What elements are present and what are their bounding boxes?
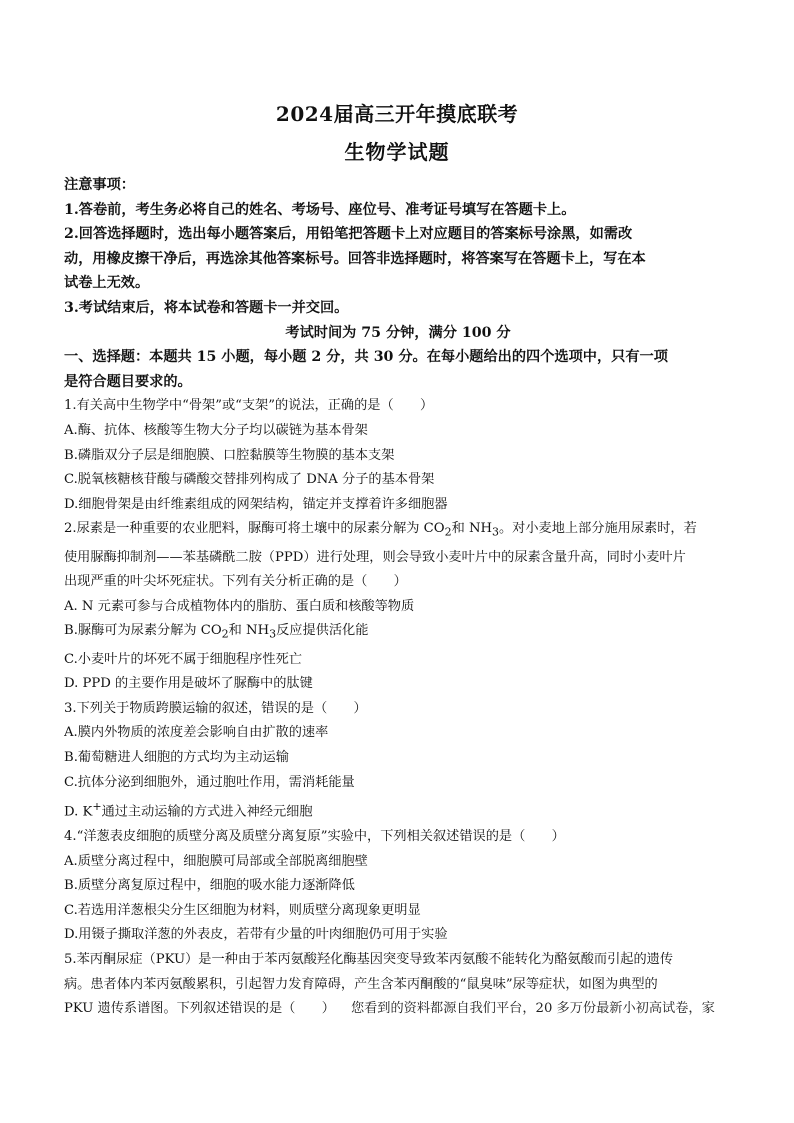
- notice-heading: 注意事项：: [64, 177, 135, 193]
- question-4-option-a: A.质壁分离过程中，细胞膜可局部或全部脱离细胞壁: [64, 853, 368, 869]
- subscript: 3: [269, 627, 277, 641]
- question-5-stem: 病。患者体内苯丙氨酸累积，引起智力发育障碍，产生含苯丙酮酸的“鼠臭味”尿等症状，如图为典型的: [64, 976, 658, 992]
- exam-title: 2024届高三开年摸底联考: [275, 102, 519, 126]
- option-text: 通过主动运输的方式进入神经元细胞: [101, 804, 313, 820]
- question-3-option-b: B.葡萄糖进人细胞的方式均为主动运输: [64, 749, 289, 765]
- notice-item: 1.答卷前，考生务必将自己的姓名、考场号、座位号、准考证号填写在答题卡上。: [64, 201, 576, 218]
- section-heading: 是符合题目要求的。: [64, 373, 192, 390]
- notice-item: 2.回答选择题时，选出每小题答案后，用铅笔把答题卡上对应题目的答案标号涂黑，如需改: [64, 226, 633, 243]
- question-3-option-a: A.膜内外物质的浓度差会影响自由扩散的速率: [64, 725, 329, 741]
- question-4-stem: 4.“洋葱表皮细胞的质壁分离及质壁分离复原”实验中，下列相关叙述错误的是（ ）: [64, 829, 565, 845]
- question-1-option-b: B.磷脂双分子层是细胞膜、口腔黏膜等生物膜的基本支架: [64, 447, 395, 463]
- stem-text: 。对小麦地上部分施用尿素时，若: [498, 521, 697, 537]
- question-2-stem: 使用脲酶抑制剂——苯基磷酰二胺（PPD）进行处理，则会导致小麦叶片中的尿素含量升高，同时小麦叶片: [64, 549, 686, 565]
- question-3-stem: 3.下列关于物质跨膜运输的叙述，错误的是（ ）: [64, 700, 367, 716]
- question-4-option-d: D.用镊子撕取洋葱的外表皮，若带有少量的叶肉细胞仍可用于实验: [64, 927, 448, 943]
- notice-item: 3.考试结束后，将本试卷和答题卡一并交回。: [64, 299, 349, 316]
- option-text: B.脲酶可为尿素分解为 CO: [64, 623, 222, 639]
- question-3-option-d: [64, 795, 732, 825]
- question-2-option-b: [64, 619, 732, 647]
- notice-item: 动，用橡皮擦干净后，再选涂其他答案标号。回答非选择题时，将答案写在答题卡上，写在本: [64, 250, 646, 267]
- stem-text: PKU 遗传系谱图。下列叙述错误的是（ ）: [64, 1001, 335, 1017]
- section-heading: 一、选择题：本题共 15 小题，每小题 2 分，共 30 分。在每小题给出的四个选项中，只有一项: [64, 349, 668, 366]
- stem-text: 和 NH: [451, 521, 492, 537]
- question-2-option-d: D. PPD 的主要作用是破坏了脲酶中的肽键: [64, 676, 313, 692]
- question-5-stem: 5.苯丙酮尿症（PKU）是一种由于苯丙氨酸羟化酶基因突变导致苯丙氨酸不能转化为酪氨酸而引起的遗传: [64, 952, 674, 968]
- question-2-stem: [64, 517, 732, 545]
- exam-time-info: 考试时间为 75 分钟，满分 100 分: [285, 324, 511, 341]
- notice-item: 试卷上无效。: [64, 275, 150, 292]
- stem-text: 2.尿素是一种重要的农业肥料，脲酶可将土壤中的尿素分解为 CO: [64, 521, 445, 537]
- option-text: 和 NH: [228, 623, 270, 639]
- option-text: D. K: [64, 804, 93, 820]
- question-1-stem: 1.有关高中生物学中“骨架”或“支架”的说法，正确的是（ ）: [64, 398, 434, 414]
- question-1-option-d: D.细胞骨架是由纤维素组成的网架结构，锚定并支撑着许多细胞器: [64, 496, 448, 512]
- option-text: 反应提供活化能: [276, 623, 369, 639]
- watermark-text: 您看到的资料都源自我们平台，20 多万份最新小初高试卷，家: [350, 1001, 715, 1017]
- exam-body: [64, 173, 732, 1022]
- subscript: 2: [444, 525, 452, 539]
- question-4-option-c: C.若选用洋葱根尖分生区细胞为材料，则质壁分离现象更明显: [64, 902, 421, 918]
- superscript: +: [92, 800, 102, 814]
- question-2-stem: 出现严重的叶尖坏死症状。下列有关分析正确的是（ ）: [64, 574, 407, 590]
- question-2-option-c: C.小麦叶片的坏死不属于细胞程序性死亡: [64, 651, 302, 667]
- question-3-option-c: C.抗体分泌到细胞外，通过胞吐作用，需消耗能量: [64, 774, 355, 790]
- subject-title: 生物学试题: [344, 140, 450, 164]
- question-5-stem: [64, 997, 732, 1022]
- question-1-option-a: A.酶、抗体、核酸等生物大分子均以碳链为基本骨架: [64, 422, 368, 438]
- subscript: 3: [491, 525, 499, 539]
- question-2-option-a: A. N 元素可参与合成植物体内的脂肪、蛋白质和核酸等物质: [64, 598, 415, 614]
- question-4-option-b: B.质壁分离复原过程中，细胞的吸水能力逐渐降低: [64, 878, 355, 894]
- question-1-option-c: C.脱氧核糖核苷酸与磷酸交替排列构成了 DNA 分子的基本骨架: [64, 472, 435, 488]
- subscript: 2: [221, 627, 229, 641]
